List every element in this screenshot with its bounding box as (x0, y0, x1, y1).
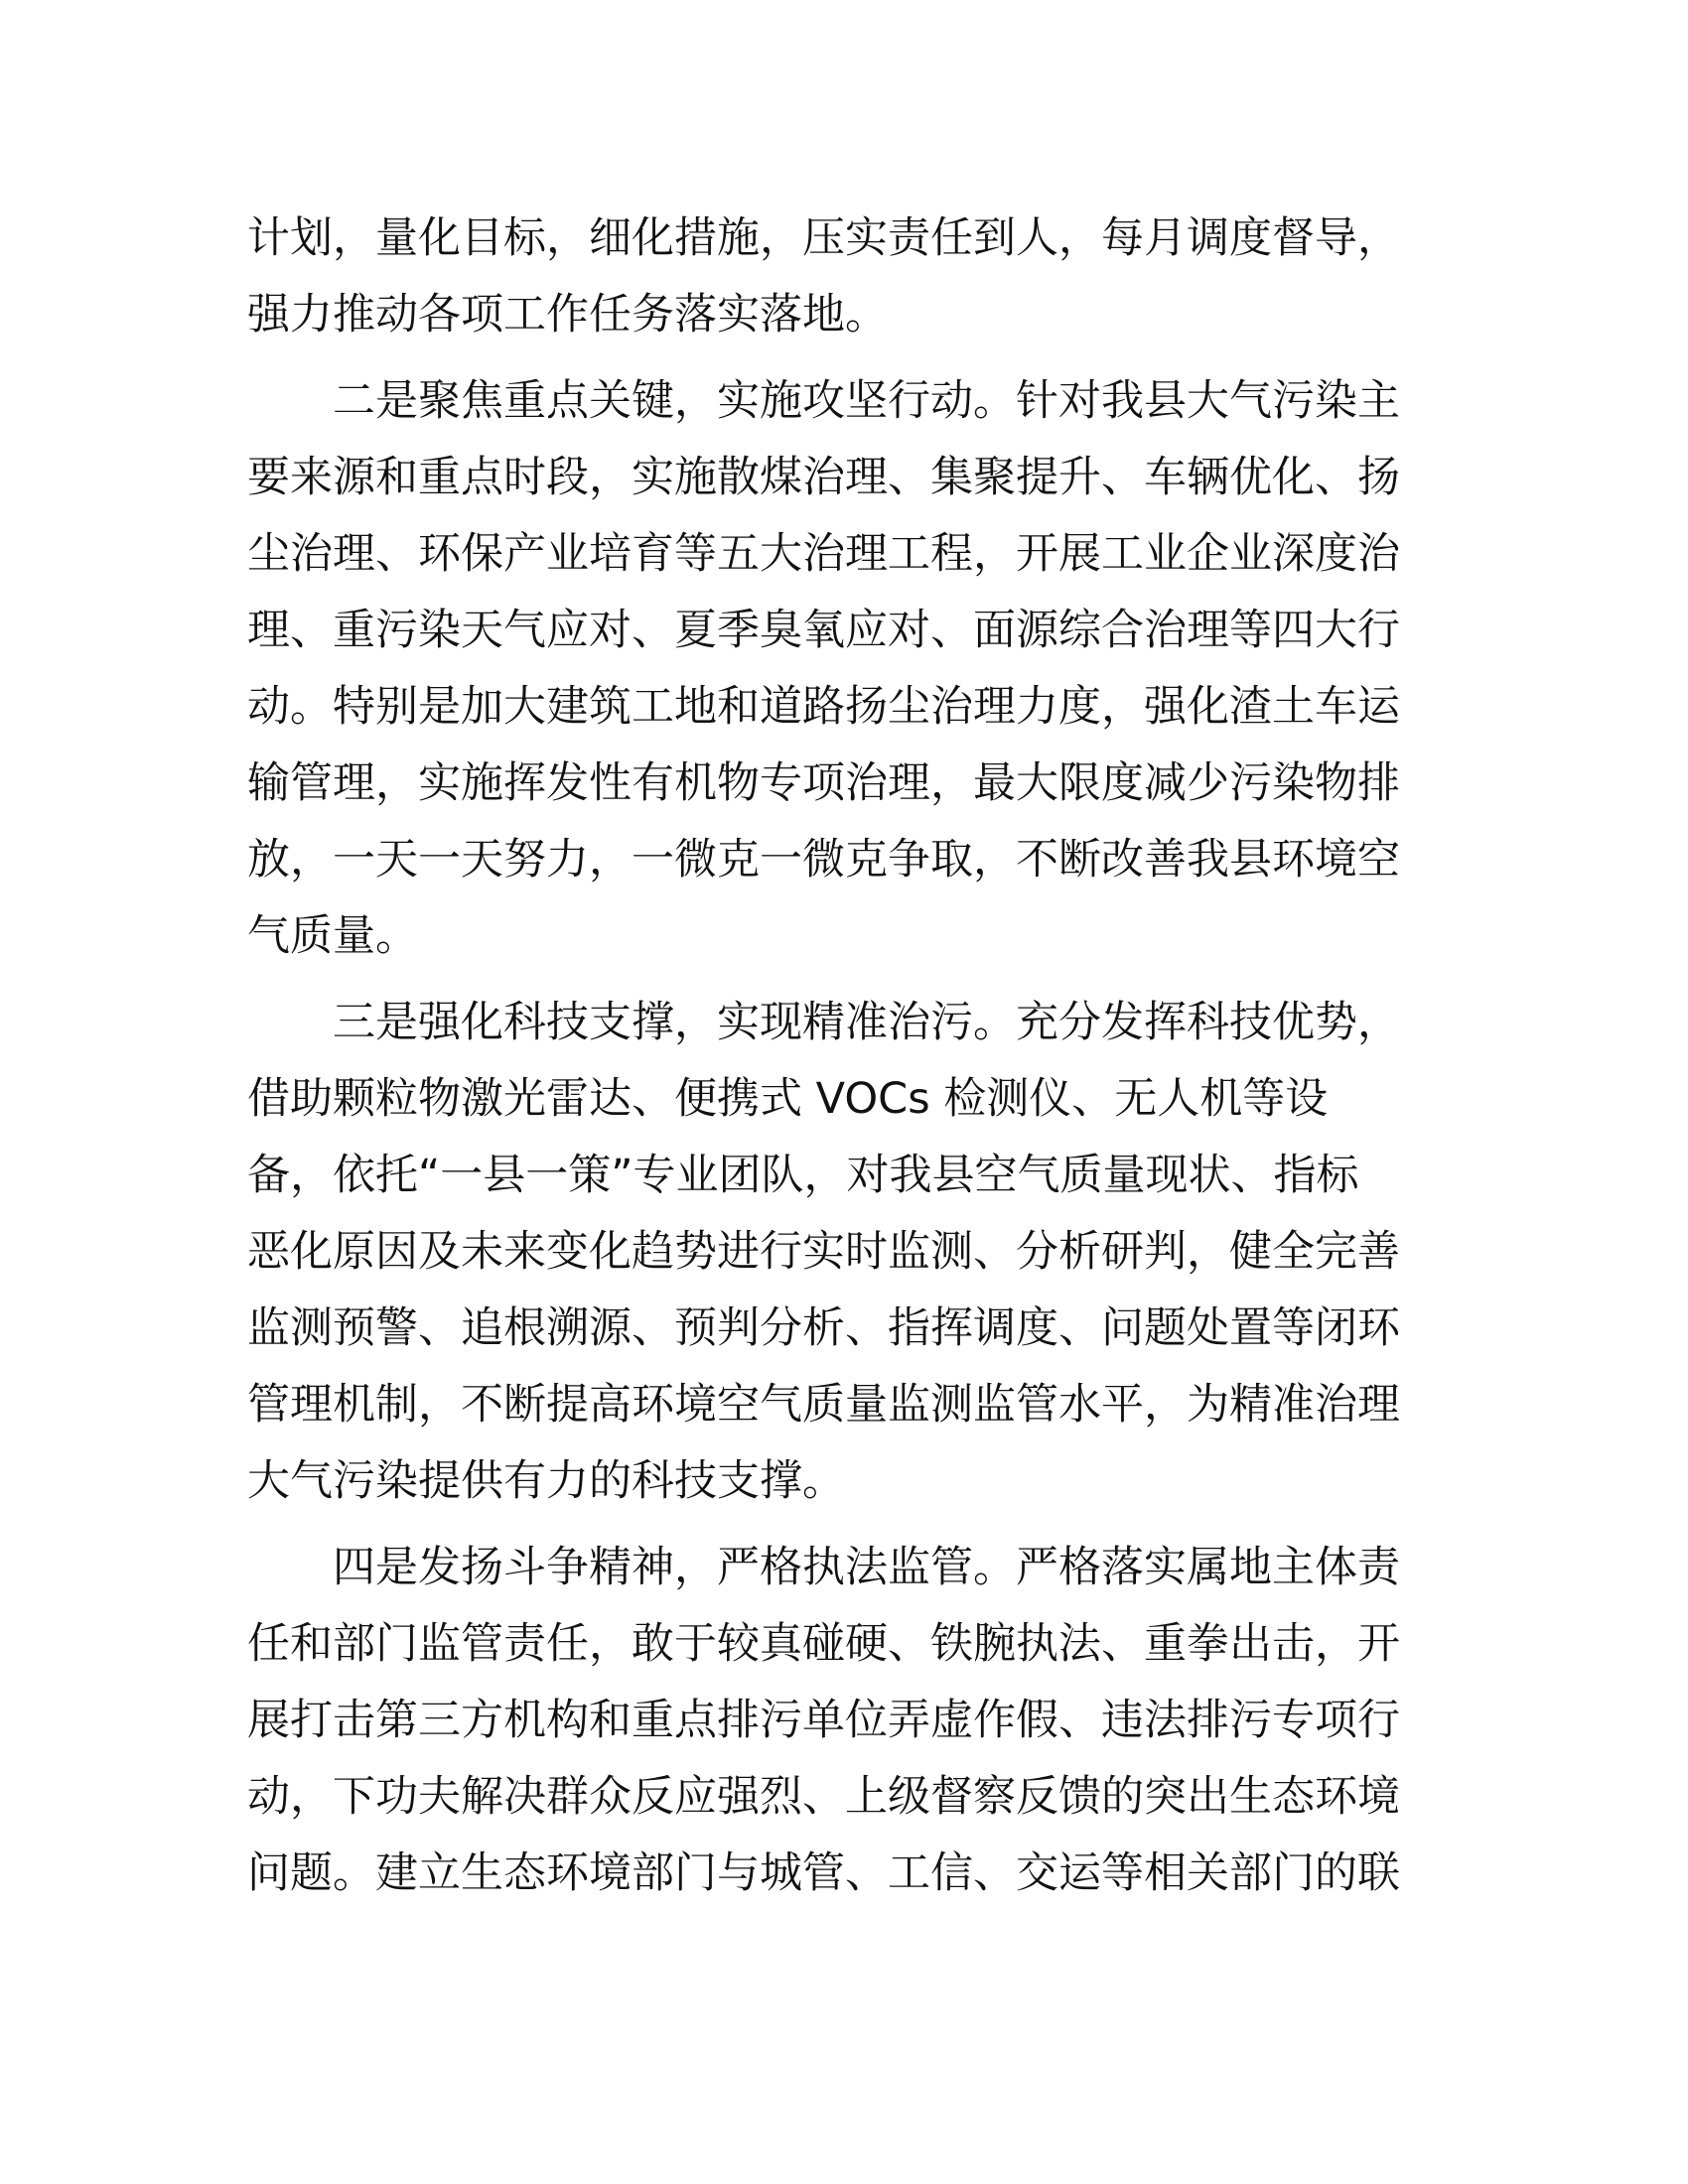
text-line: 强力推动各项工作任务落实落地。 (247, 290, 888, 340)
text-line: 放，一天一天努力，一微克一微克争取，不断改善我县环境空 (247, 835, 1400, 885)
paragraph-2-line: 二是聚焦重点关键，实施攻坚行动。针对我县大气污染主 (247, 376, 1400, 426)
text-line: 要来源和重点时段，实施散煤治理、集聚提升、车辆优化、扬 (247, 453, 1400, 502)
document-body (247, 201, 1439, 1912)
text-line: 问题。建立生态环境部门与城管、工信、交运等相关部门的联 (247, 1848, 1400, 1898)
text-line: 尘治理、环保产业培育等五大治理工程，开展工业企业深度治 (247, 529, 1400, 579)
text-line: 动。特别是加大建筑工地和道路扬尘治理力度，强化渣土车运 (247, 682, 1400, 732)
text-line: 展打击第三方机构和重点排污单位弄虚作假、违法排污专项行 (247, 1696, 1400, 1745)
paragraph-4-line: 四是发扬斗争精神，严格执法监管。严格落实属地主体责 (247, 1543, 1400, 1592)
text-line: 借助颗粒物激光雷达、便携式 VOCs 检测仪、无人机等设 (247, 1074, 1329, 1124)
paragraph-gap (247, 1520, 1439, 1530)
text-line: 备，依托“一县一策”专业团队，对我县空气质量现状、指标 (247, 1151, 1359, 1200)
text-line: 输管理，实施挥发性有机物专项治理，最大限度减少污染物排 (247, 758, 1400, 808)
text-line: 理、重污染天气应对、夏季臭氧应对、面源综合治理等四大行 (247, 606, 1400, 655)
text-line: 动，下功夫解决群众反应强烈、上级督察反馈的突出生态环境 (247, 1772, 1400, 1822)
text-line: 恶化原因及未来变化趋势进行实时监测、分析研判，健全完善 (247, 1227, 1400, 1277)
text-line: 任和部门监管责任，敢于较真碰硬、铁腕执法、重拳出击，开 (247, 1619, 1400, 1669)
text-line: 监测预警、追根溯源、预判分析、指挥调度、问题处置等闭环 (247, 1303, 1400, 1353)
paragraph-gap (247, 975, 1439, 985)
text-line: 气质量。 (247, 911, 418, 961)
text-line: 管理机制，不断提高环境空气质量监测监管水平，为精准治理 (247, 1380, 1400, 1430)
paragraph-gap (247, 353, 1439, 363)
text-line: 大气污染提供有力的科技支撑。 (247, 1456, 845, 1506)
text-line: 计划，量化目标，细化措施，压实责任到人，每月调度督导， (247, 213, 1400, 263)
paragraph-3-line: 三是强化科技支撑，实现精准治污。充分发挥科技优势， (247, 998, 1400, 1047)
